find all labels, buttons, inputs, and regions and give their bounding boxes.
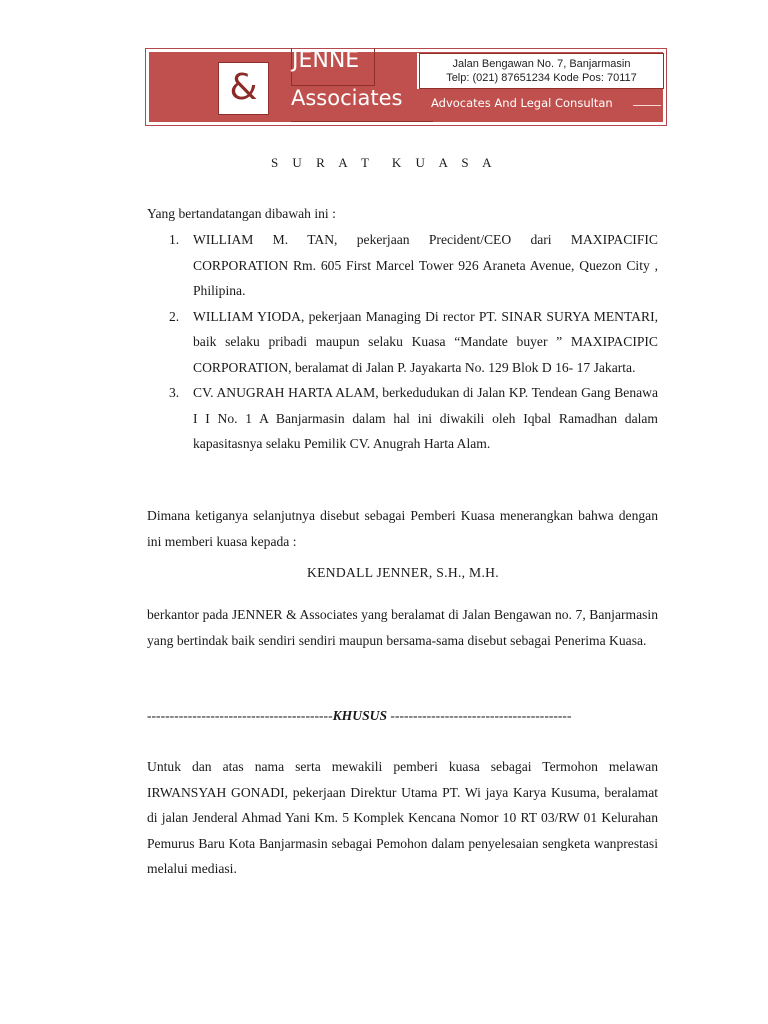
grantor-text: WILLIAM YIODA, pekerjaan Managing Di rector PT. SINAR SURYA MENTARI, baik selaku pribadi maupun selaku Kuasa “Mandate buyer ” MAXIPACIPIC CORPORATION, beralamat di Jalan P. Jayakarta No. 129 Blok D 16- 17 Jakarta. <box>193 308 658 375</box>
list-item <box>147 227 658 304</box>
special-paragraph: Untuk dan atas nama serta mewakili pemberi kuasa sebagai Termohon melawan IRWANSYAH GONADI, pekerjaan Direktur Utama PT. Wi jaya Karya Kusuma, beralamat di jalan Jenderal Ahmad Yani Km. 5 Komplek Kencana Nomor 10 RT 03/RW 01 Kelurahan Pemurus Baru Kota Banjarmasin sebagai Pemohon dalam penyelesaian sengketa wanprestasi melalui mediasi. <box>147 759 658 876</box>
address-line-2: Telp: (021) 87651234 Kode Pos: 70117 <box>446 72 637 84</box>
attorney-paragraph: berkantor pada JENNER & Associates yang beralamat di Jalan Bengawan no. 7, Banjarmasin yang bertindak baik sendiri sendiri maupun bersama-sama disebut sebagai Penerima Kuasa. <box>147 607 658 648</box>
tagline-rule <box>633 105 661 106</box>
firm-name: JENNE <box>291 48 375 86</box>
grant-paragraph: Dimana ketiganya selanjutnya disebut sebagai Pemberi Kuasa menerangkan bahwa dengan ini memberi kuasa kepada : <box>147 508 658 549</box>
document-title: S U R A T K U A S A <box>270 155 498 170</box>
divider-dashes-right: ---------------------------------------- <box>387 708 572 723</box>
list-item <box>147 304 658 381</box>
list-number: 1. <box>169 232 180 247</box>
list-number: 2. <box>169 308 180 324</box>
khusus-divider <box>147 703 658 728</box>
grantor-text: WILLIAM M. TAN, pekerjaan Precident/CEO dari MAXIPACIFIC CORPORATION Rm. 605 First Marcel Tower 926 Araneta Avenue, Quezon City , Philipina. <box>193 232 658 298</box>
address-line-1: Jalan Bengawan No. 7, Banjarmasin <box>452 58 631 70</box>
firm-name-associates: Associates <box>291 86 433 122</box>
letterhead <box>145 48 667 126</box>
grantor-text: CV. ANUGRAH HARTA ALAM, berkedudukan di Jalan KP. Tendean Gang Benawa I I No. 1 A Banjarmasin dalam hal ini diwakili oleh Iqbal Ramadhan dalam kapasitasnya selaku Pemilik CV. Anugrah Harta Alam. <box>193 385 658 451</box>
attorney-name: KENDALL JENNER, S.H., M.H. <box>307 565 499 580</box>
firm-tagline: Advocates And Legal Consultan <box>431 96 613 110</box>
grantors-list <box>147 227 658 457</box>
divider-dashes-left: ----------------------------------------- <box>147 708 333 723</box>
khusus-heading: KHUSUS <box>332 708 388 723</box>
address-box <box>419 53 664 89</box>
logo-ampersand: & <box>218 62 269 115</box>
list-number: 3. <box>169 385 180 400</box>
letterhead-band <box>149 48 663 122</box>
list-item <box>147 380 658 457</box>
intro-line: Yang bertandatangan dibawah ini : <box>147 206 336 221</box>
